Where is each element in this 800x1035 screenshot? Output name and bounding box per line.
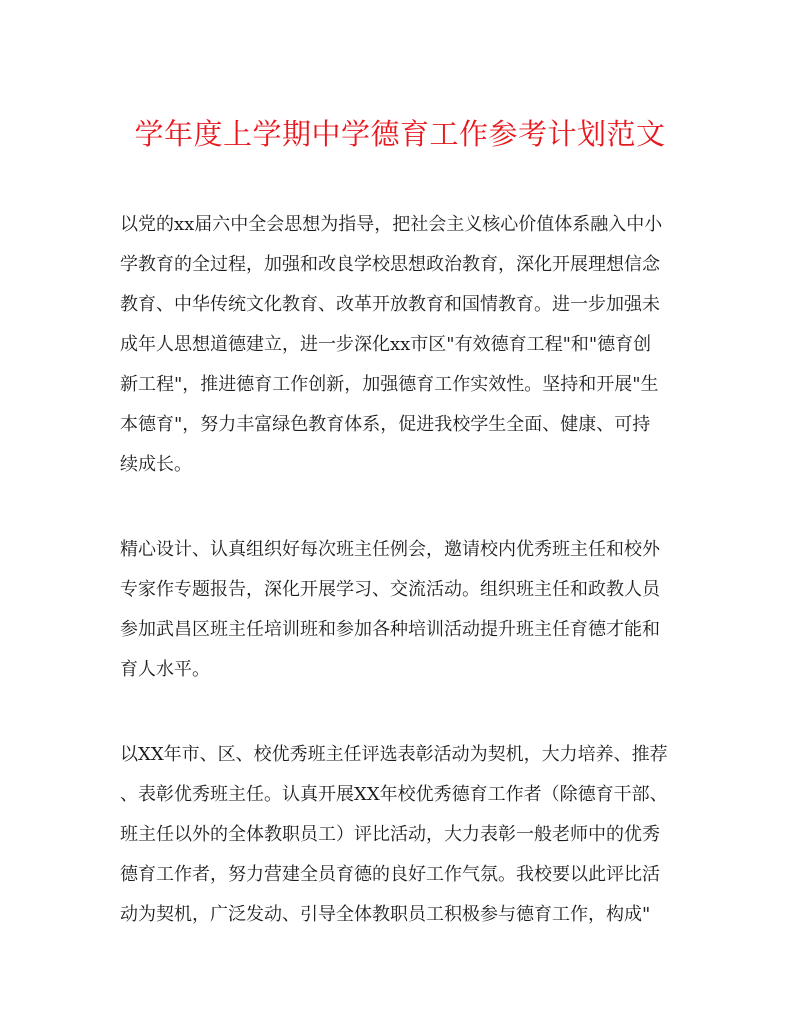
paragraph-line: 精心设计、认真组织好每次班主任例会，邀请校内优秀班主任和校外: [120, 539, 660, 560]
document-title: 学年度上学期中学德育工作参考计划范文: [134, 117, 666, 151]
paragraph-line: 学教育的全过程，加强和改良学校思想政治教育，深化开展理想信念: [120, 254, 660, 275]
paragraph-line: 新工程"，推进德育工作创新，加强德育工作实效性。坚持和开展"生: [120, 374, 659, 395]
paragraph-line: 教育、中华传统文化教育、改革开放教育和国情教育。进一步加强未: [120, 294, 660, 315]
paragraph-line: 续成长。: [120, 454, 192, 475]
paragraph-line: 育人水平。: [120, 659, 210, 680]
paragraph-line: 成年人思想道德建立，进一步深化xx市区"有效德育工程"和"德育创: [120, 334, 652, 355]
paragraph-line: 、表彰优秀班主任。认真开展XX年校优秀德育工作者（除德育干部、: [120, 784, 668, 805]
paragraph-line: 以XX年市、区、校优秀班主任评选表彰活动为契机，大力培养、推荐: [120, 744, 668, 765]
paragraph-3: [120, 735, 680, 935]
paragraph-1: [120, 205, 680, 485]
paragraph-line: 参加武昌区班主任培训班和参加各种培训活动提升班主任育德才能和: [120, 619, 660, 640]
paragraph-line: 本德育"，努力丰富绿色教育体系，促进我校学生全面、健康、可持: [120, 414, 651, 435]
paragraph-line: 德育工作者，努力营建全员育德的良好工作气氛。我校要以此评比活: [120, 864, 660, 885]
paragraph-line: 专家作专题报告，深化开展学习、交流活动。组织班主任和政教人员: [120, 579, 660, 600]
paragraph-line: 动为契机，广泛发动、引导全体教职员工积极参与德育工作，构成": [120, 904, 651, 925]
paragraph-2: [120, 530, 680, 690]
paragraph-line: 以党的xx届六中全会思想为指导，把社会主义核心价值体系融入中小: [120, 214, 663, 235]
paragraph-line: 班主任以外的全体教职员工）评比活动，大力表彰一般老师中的优秀: [120, 824, 660, 845]
